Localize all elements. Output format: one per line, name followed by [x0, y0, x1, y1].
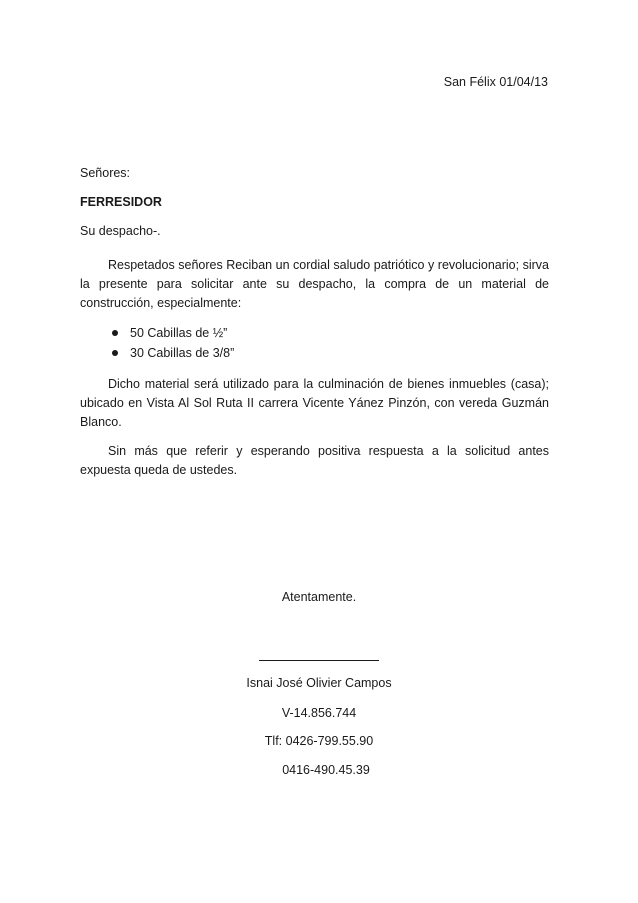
office-line: Su despacho-.	[80, 224, 161, 238]
material-label: 30 Cabillas de 3/8”	[130, 346, 235, 360]
recipient-block	[80, 164, 550, 251]
signer-phone-1: Tlf: 0426-799.55.90	[264, 734, 374, 748]
body-paragraph-1: Respetados señores Reciban un cordial saludo patriótico y revolucionario; sirva la presente para solicitar ante su despacho, la compra de un material de construcción, especialmente:	[80, 258, 549, 310]
bullet-icon	[112, 350, 118, 356]
list-item	[112, 343, 549, 363]
material-label: 50 Cabillas de ½”	[130, 326, 228, 340]
signer-name: Isnai José Olivier Campos	[246, 676, 392, 690]
signer-id: V-14.856.744	[281, 706, 357, 720]
body-paragraph-3: Sin más que referir y esperando positiva respuesta a la solicitud antes expuesta queda de ustedes.	[80, 444, 549, 477]
body-paragraph-2: Dicho material será utilizado para la culminación de bienes inmuebles (casa); ubicado en Vista Al Sol Ruta II carrera Vicente Yánez Pinzón, con vereda Guzmán Blanco.	[80, 377, 549, 429]
farewell: Atentamente.	[281, 590, 357, 604]
signature-line	[259, 660, 379, 661]
list-item	[112, 323, 549, 343]
letter-body	[80, 256, 549, 490]
letter-date: San Félix 01/04/13	[443, 75, 548, 89]
salutation: Señores:	[80, 166, 131, 180]
bullet-icon	[112, 330, 118, 336]
company-name: FERRESIDOR	[80, 195, 162, 209]
materials-list	[80, 323, 549, 363]
signer-phone-2: 0416-490.45.39	[282, 763, 370, 777]
